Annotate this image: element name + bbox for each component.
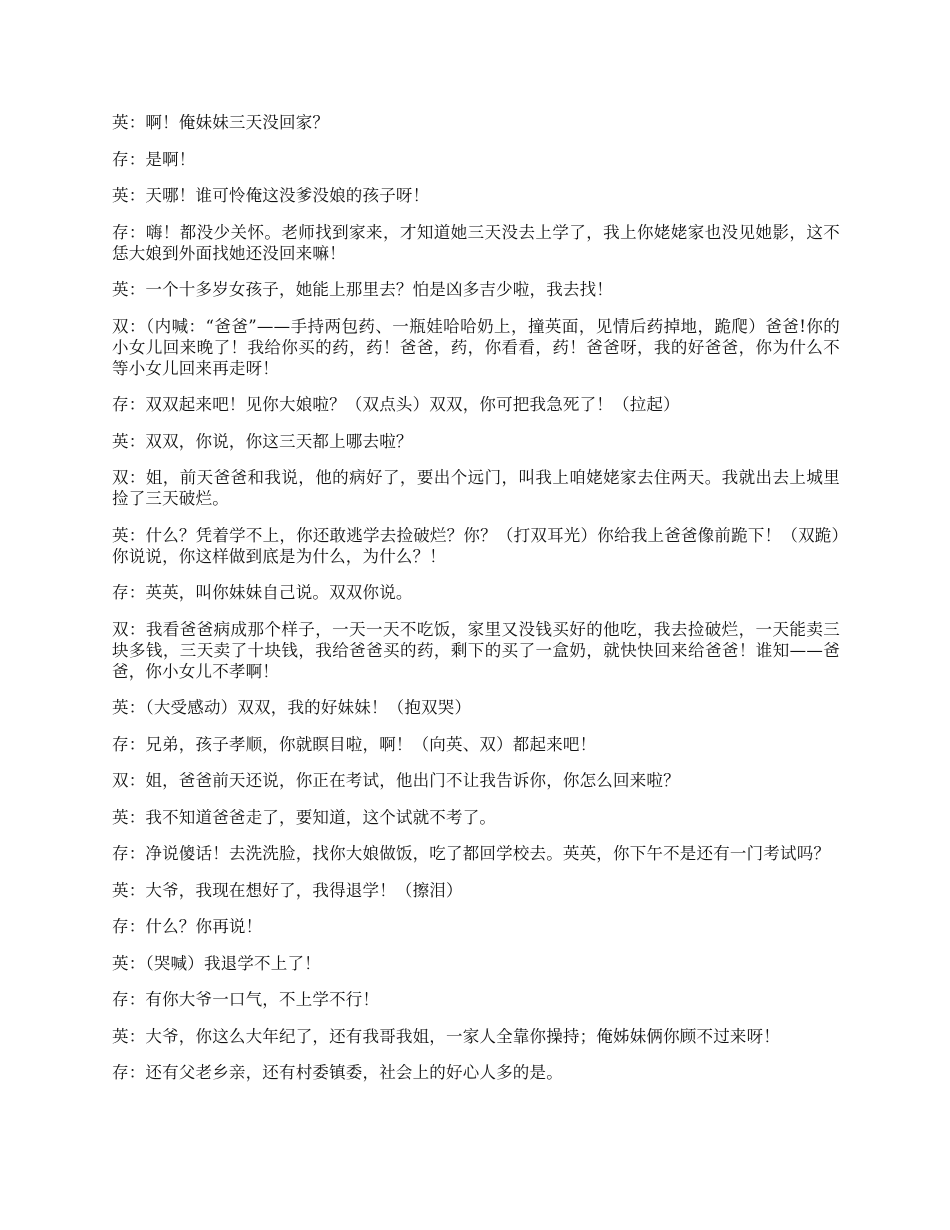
dialogue-line: 双：我看爸爸病成那个样子，一天一天不吃饭，家里又没钱买好的他吃，我去捡破烂，一天能卖三块多钱，三天卖了十块钱，我给爸爸买的药，剩下的买了一盒奶，就快快回来给爸爸！谁知——爸爸，你小女儿不孝啊！ (112, 619, 840, 681)
dialogue-line: 英：双双，你说，你这三天都上哪去啦？ (112, 431, 413, 451)
dialogue-line: 双：姐，前天爸爸和我说，他的病好了，要出个远门，叫我上咱姥姥家去住两天。我就出去上城里捡了三天破烂。 (112, 468, 840, 508)
dialogue-line: 存：是啊！ (112, 149, 196, 169)
dialogue-line: 英：一个十多岁女孩子，她能上那里去？怕是凶多吉少啦，我去找！ (112, 280, 613, 299)
dialogue-line: 存：双双起来吧！见你大娘啦？（双点头）双双，你可把我急死了！（拉起） (112, 395, 680, 414)
dialogue-line: 存：兄弟，孩子孝顺，你就瞑目啦，啊！（向英、双）都起来吧！ (112, 734, 597, 754)
dialogue-line: 英：什么？凭着学不上，你还敢逃学去捡破烂？你？（打双耳光）你给我上爸爸像前跪下！（双跪）你说说，你这样做到底是为什么，为什么？！ (112, 525, 840, 566)
dialogue-line: 英：我不知道爸爸走了，要知道，这个试就不考了。 (112, 807, 497, 827)
dialogue-line: 英：大爷，我现在想好了，我得退学！（擦泪） (112, 880, 463, 900)
dialogue-line: 存：有你大爷一口气，不上学不行！ (112, 990, 380, 1009)
dialogue-line: 双：（内喊：“爸爸”——手持两包药、一瓶娃哈哈奶上，撞英面，见情后药掉地，跪爬）爸爸!你的小女儿回来晚了！我给你买的药，药！爸爸，药，你看看，药！爸爸呀，我的好爸爸，你为什么不等小女儿回来再走呀！ (112, 316, 840, 378)
dialogue-line: 存：英英，叫你妹妹自己说。双双你说。 (112, 583, 413, 602)
dialogue-line: 英：啊！俺妹妹三天没回家？ (112, 113, 330, 132)
script-body (112, 112, 840, 1099)
dialogue-line: 英：大爷，你这么大年纪了，还有我哥我姐，一家人全靠你操持；俺姊妹俩你顾不过来呀！ (112, 1026, 780, 1046)
dialogue-line: 英：天哪！谁可怜俺这没爹没娘的孩子呀！ (112, 186, 430, 205)
dialogue-line: 双：姐，爸爸前天还说，你正在考试，他出门不让我告诉你，你怎么回来啦？ (112, 771, 680, 790)
dialogue-line: 英：（哭喊）我退学不上了！ (112, 953, 321, 973)
dialogue-line: 存：什么？你再说！ (112, 917, 263, 936)
dialogue-line: 英：（大受感动）双双，我的好妹妹！（抱双哭） (112, 698, 472, 717)
dialogue-line: 存：嗨！都没少关怀。老师找到家来，才知道她三天没去上学了，我上你姥姥家也没见她影，这不恁大娘到外面找她还没回来嘛！ (112, 222, 840, 263)
dialogue-line: 存：净说傻话！去洗洗脸，找你大娘做饭，吃了都回学校去。英英，你下午不是还有一门考试吗？ (112, 844, 831, 863)
dialogue-line: 存：还有父老乡亲，还有村委镇委，社会上的好心人多的是。 (112, 1063, 563, 1082)
